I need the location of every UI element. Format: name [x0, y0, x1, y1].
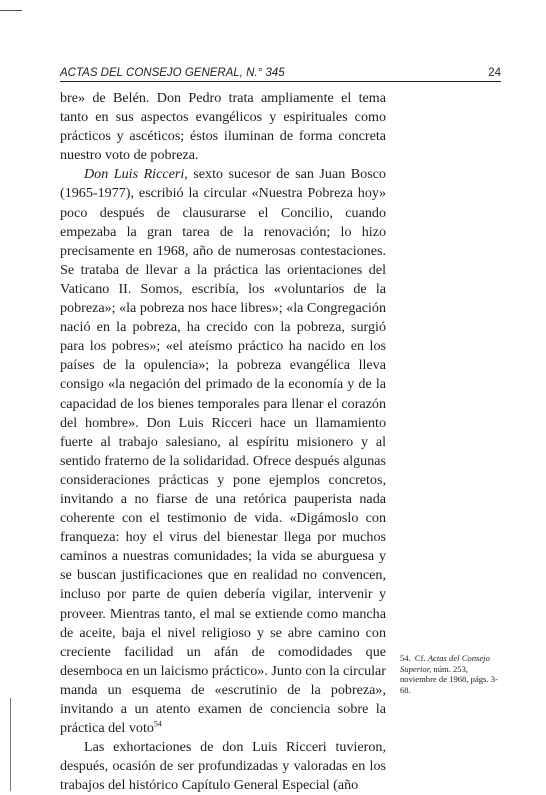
crop-mark-top: [0, 10, 22, 11]
paragraph-2: [60, 165, 386, 738]
footnote-prefix: Cf.: [414, 653, 426, 663]
running-title: ACTAS DEL CONSEJO GENERAL, N.° 345: [60, 67, 285, 79]
page-header: [60, 66, 501, 80]
page-number: 24: [488, 67, 501, 79]
main-text: [60, 89, 386, 795]
header-rule: [60, 81, 501, 82]
paragraph-1-text: bre» de Belén. Don Pedro trata ampliamente el tema tanto en sus aspectos evangélicos y espirituales como prácticos y ascéticos; éstos iluminan de forma concreta nuestro voto de pobreza.: [60, 90, 386, 164]
footnote-details: núm. 253, noviembre de 1968, págs. 3-68.: [400, 663, 498, 695]
paragraph-1: [60, 89, 386, 165]
footnote-source: Actas del Consejo Superior,: [400, 653, 490, 674]
footnote: [400, 653, 504, 695]
crop-mark-left: [10, 698, 11, 791]
person-name: Don Luis Ricceri,: [84, 166, 188, 183]
paragraph-3-text: Las exhortaciones de don Luis Ricceri tuvieron, después, ocasión de ser profundizadas y valoradas en los trabajos del histórico Capítulo General Especial (año: [60, 739, 386, 794]
paragraph-3: [60, 738, 386, 795]
paragraph-2-text: sexto sucesor de san Juan Bosco (1965-1977), escribió la circular «Nuestra Pobreza hoy» poco después de clausurarse el Concilio, cuando empezaba la gran tarea de la renovación; lo hizo precisamente en 1968, año de numerosas contestaciones. Se trataba de llevar a la práctica las orientaciones del Vaticano II. Somos, escribía, los «voluntarios de la pobreza»; «la pobreza nos hace libres»; «la Congregación nació en la pobreza, ha crecido con la pobreza, surgió para los pobres»; «el ateísmo práctico ha nacido en los países de la opulencia»; la pobreza evangélica lleva consigo «la negación del primado de la economía y de la capacidad de los bienes temporales para llenar el corazón del hombre». Don Luis Ricceri hace un llamamiento fuerte al trabajo salesiano, al espíritu misionero y al sentido fraterno de la solidaridad. Ofrece después algunas consideraciones prácticas y pone ejemplos concretos, invitando a no fiarse de una retórica pauperista nada coherente con el testimonio de vida. «Digámoslo con franqueza: hoy el virus del bienestar llega por muchos caminos a nuestras comunidades; la vida se aburguesa y se buscan justificaciones que en realidad no convencen, incluso por parte de quien debería vigilar, intervenir y proveer. Mientras tanto, el mal se extiende como mancha de aceite, baja el nivel religioso y se abre camino con creciente facilidad un afán de comodidades que desemboca en un laicismo práctico». Junto con la circular manda un esquema de «escrutinio de la pobreza», invitando a un atento examen de conciencia sobre la práctica del voto: [60, 166, 386, 737]
footnote-reference[interactable]: 54: [153, 719, 162, 729]
footnote-number: 54.: [400, 653, 411, 663]
